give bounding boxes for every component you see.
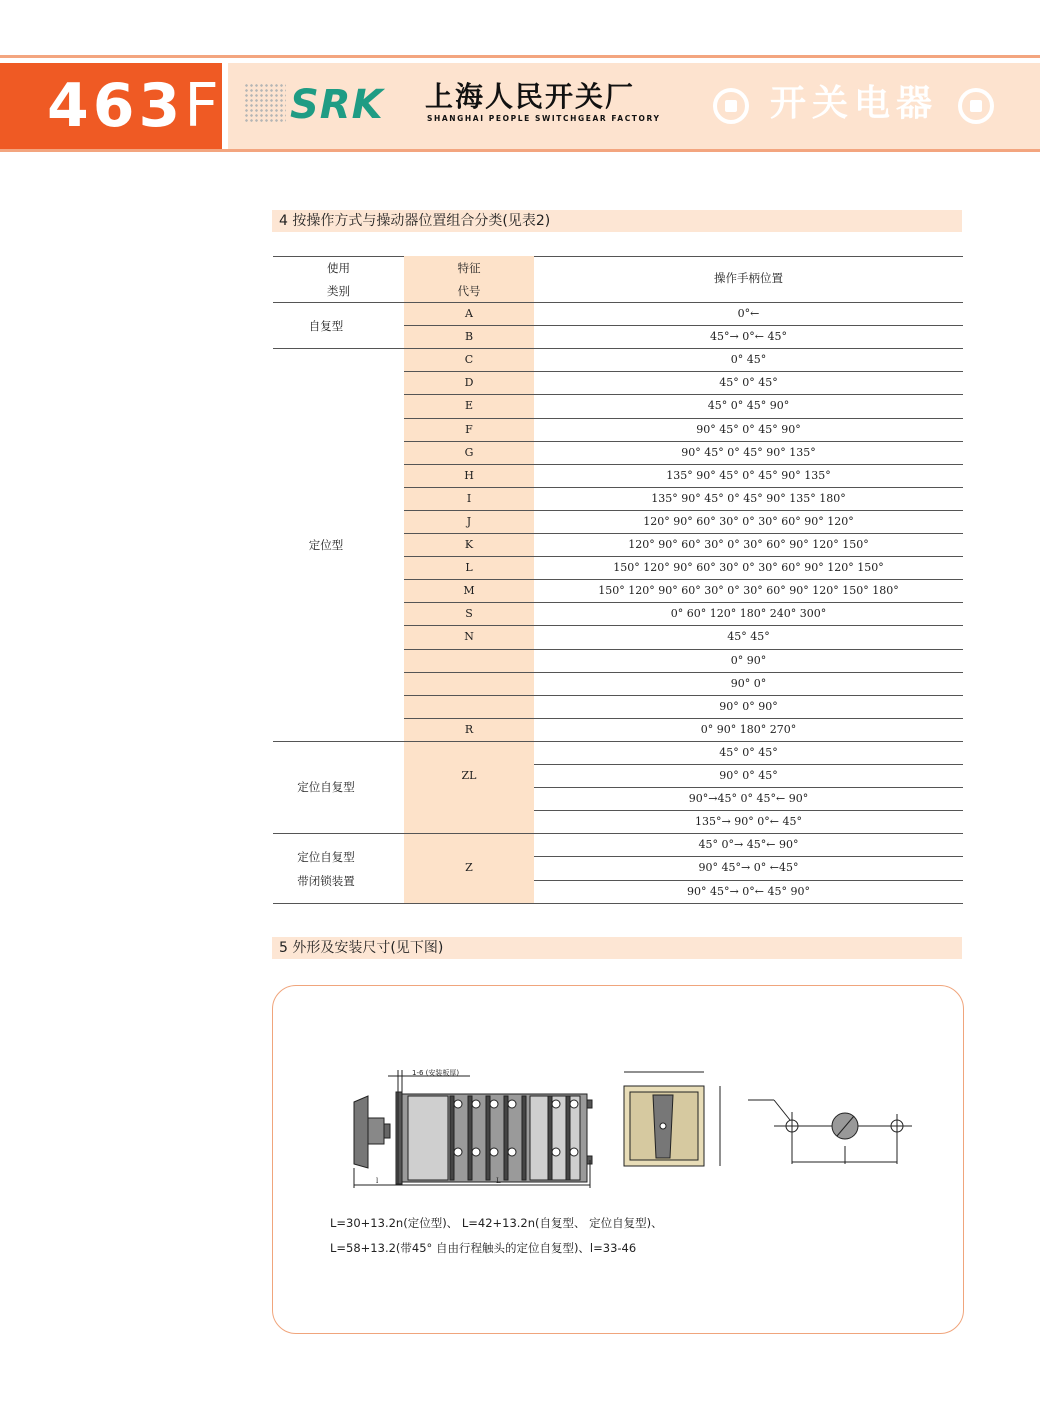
table-cell-position: 120° 90° 60° 30° 0° 30° 60° 90° 120° [643, 514, 854, 528]
table-rule [404, 394, 963, 395]
table-cell-code: I [466, 491, 472, 505]
header-code-line1: 特征 [457, 261, 481, 275]
category-lock-line2: 带闭锁装置 [297, 874, 355, 888]
table-rule [534, 856, 963, 857]
code-column-bg [404, 695, 534, 719]
product-category: 开关电器 [770, 83, 939, 124]
brand-logo: SRK [290, 82, 384, 128]
code-column-bg [404, 880, 534, 904]
table-cell-code: Z [465, 861, 473, 875]
table-cell-code: H [464, 468, 474, 482]
table-cell-position: 0°← [737, 307, 760, 320]
table-rule [404, 418, 963, 419]
header-handle-position: 操作手柄位置 [714, 271, 783, 285]
table-cell-position: 90°→45° 0° 45°← 90° [688, 792, 809, 806]
table-cell-position: 45° 0° 45° [719, 376, 778, 390]
table-cell-position: 0° 90° 180° 270° [700, 722, 797, 736]
header-category-line2: 类别 [327, 284, 350, 298]
table-rule [534, 787, 963, 788]
section-4-heading: 4 按操作方式与操动器位置组合分类(见表2) [272, 210, 962, 232]
table-cell-code: D [464, 376, 474, 390]
table-rule [404, 487, 963, 488]
table-rule [404, 695, 963, 696]
model-number: 463F [47, 71, 223, 141]
table-rule [534, 764, 963, 765]
table-cell-position: 150° 120° 90° 60° 30° 0° 30° 60° 90° 120° 150° 180° [598, 584, 899, 598]
table-rule [404, 510, 963, 511]
table-cell-position: 135° 90° 45° 0° 45° 90° 135° 180° [651, 491, 846, 505]
bullet-circle-icon [713, 88, 749, 124]
switch-front-view [624, 1072, 720, 1166]
table-rule [534, 880, 963, 881]
switch-side-view [354, 1070, 592, 1188]
table-cell-position: 90° 45° 0° 45° 90° 135° [681, 445, 816, 459]
table-rule [404, 464, 963, 465]
table-rule [404, 625, 963, 626]
table-cell-code: G [464, 445, 474, 459]
dimension-drawing [340, 1060, 920, 1195]
table-cell-position: 90° 0° 90° [719, 699, 778, 713]
table-rule [404, 371, 963, 372]
table-cell-code: L [465, 561, 473, 575]
table-cell-position: 120° 90° 60° 30° 0° 30° 60° 90° 120° 150° [628, 538, 869, 551]
table-rule [534, 810, 963, 811]
table-rule [404, 325, 963, 326]
bullet-circle-icon [958, 88, 994, 124]
category-self-reset: 自复型 [308, 319, 344, 333]
table-cell-position: 45° 0° 45° [719, 745, 778, 759]
table-rule [404, 533, 963, 534]
table-cell-code: S [465, 607, 473, 621]
table-cell-code: N [464, 630, 474, 644]
table-cell-position: 45° 45° [727, 630, 770, 644]
mounting-hole-view [748, 1100, 912, 1164]
table-cell-position: 90° 45°→ 0°← 45° 90° [687, 884, 810, 898]
header-rule-bottom [0, 149, 1040, 152]
logo-dot-pattern [244, 83, 286, 123]
table-rule [404, 556, 963, 557]
table-cell-position: 150° 120° 90° 60° 30° 0° 30° 60° 90° 120° 150° [613, 561, 884, 575]
table-cell-position: 45°→ 0°← 45° [710, 330, 787, 344]
table-rule [404, 579, 963, 580]
table-rule [404, 718, 963, 719]
table-cell-position: 0° 60° 120° 180° 240° 300° [670, 607, 827, 621]
table-rule [404, 649, 963, 650]
code-column-bg [404, 810, 534, 834]
table-cell-position: 0° 90° [730, 653, 767, 667]
table-cell-code: B [464, 330, 474, 344]
panel-thickness-label: 1-6 (安装板厚) [412, 1069, 460, 1077]
table-cell-position: 90° 45°→ 0° ←45° [698, 861, 799, 875]
header-category-line1: 使用 [327, 261, 350, 275]
category-pos-self-reset: 定位自复型 [297, 780, 355, 794]
company-name-cn: 上海人民开关厂 [425, 80, 636, 113]
table-rule [404, 672, 963, 673]
table-cell-code: E [464, 399, 474, 413]
table-rule [404, 441, 963, 442]
table-rule [273, 741, 963, 742]
table-cell-position: 45° 0° 45° 90° [707, 399, 790, 413]
company-name-en: SHANGHAI PEOPLE SWITCHGEAR FACTORY [427, 114, 661, 123]
category-lock-line1: 定位自复型 [297, 850, 355, 864]
table-cell-code: ZL [461, 769, 477, 782]
table-cell-code: C [464, 353, 474, 367]
dim-l-big: L [496, 1177, 501, 1185]
table-cell-code: R [464, 722, 474, 736]
table-cell-position: 90° 0° 45° [719, 769, 778, 782]
table-rule [273, 903, 963, 904]
table-cell-position: 135°→ 90° 0°← 45° [695, 815, 802, 829]
table-rule [273, 302, 963, 303]
code-column-bg [404, 833, 534, 857]
category-positioning: 定位型 [308, 538, 344, 552]
table-rule [273, 348, 963, 349]
formula-line-1: L=30+13.2n(定位型)、 L=42+13.2n(自复型、 定位自复型)、 [330, 1216, 663, 1230]
code-column-bg [404, 649, 534, 673]
section-5-heading: 5 外形及安装尺寸(见下图) [272, 937, 962, 959]
code-column-bg [404, 672, 534, 696]
table-cell-code: J [466, 514, 472, 528]
formula-line-2: L=58+13.2(带45° 自由行程触头的定位自复型)、l=33-46 [330, 1241, 637, 1255]
code-column-bg [404, 741, 534, 765]
table-cell-position: 0° 45° [730, 353, 767, 367]
header-code-line2: 代号 [457, 284, 481, 298]
table-rule [404, 602, 963, 603]
table-cell-position: 135° 90° 45° 0° 45° 90° 135° [666, 468, 831, 482]
table-cell-position: 90° 0° [730, 676, 767, 690]
table-cell-code: K [464, 538, 474, 551]
table-cell-code: F [465, 422, 473, 436]
table-cell-code: A [465, 307, 473, 320]
dim-l-small: l [376, 1177, 379, 1185]
table-cell-code: M [463, 584, 475, 598]
code-column-bg [404, 787, 534, 811]
header-rule-top [0, 55, 1040, 58]
table-cell-position: 45° 0°→ 45°← 90° [698, 838, 799, 852]
table-cell-position: 90° 45° 0° 45° 90° [696, 422, 801, 436]
table-rule [273, 833, 963, 834]
